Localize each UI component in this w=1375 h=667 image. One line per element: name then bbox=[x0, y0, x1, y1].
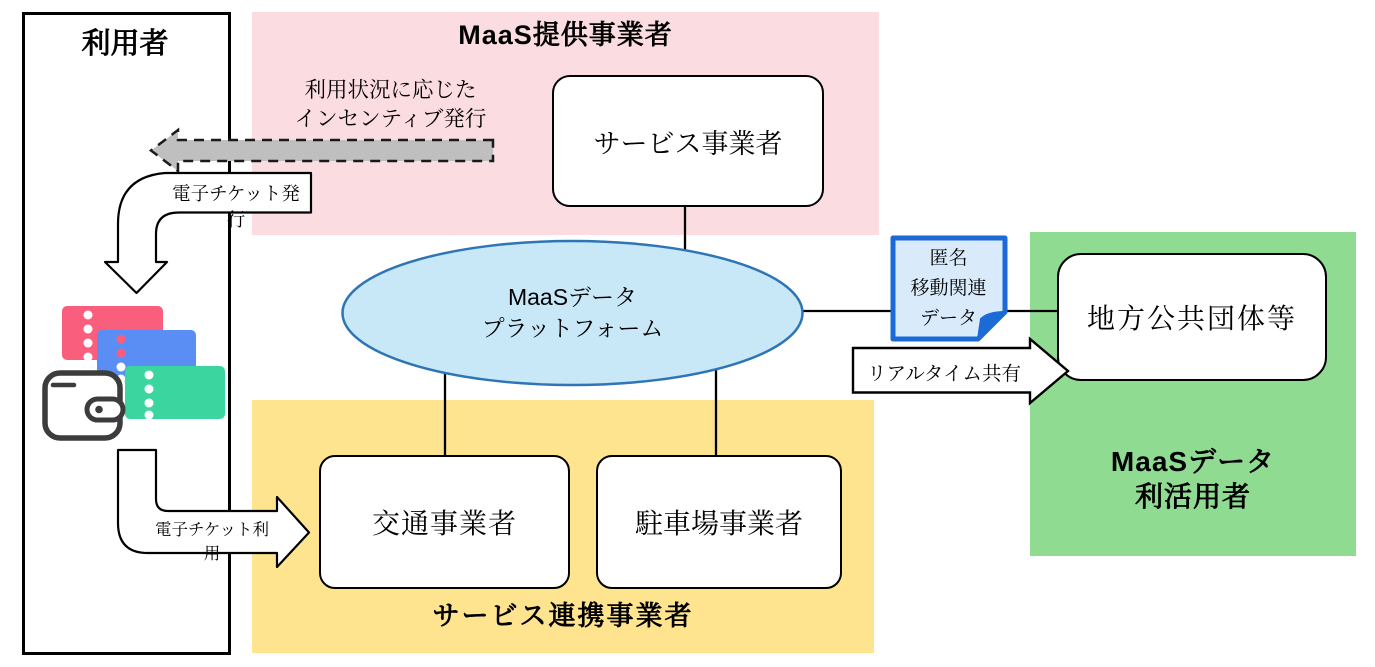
node-parking: 駐車場事業者 bbox=[596, 455, 842, 589]
incentive-dashed-arrow bbox=[151, 130, 493, 171]
user-panel-title: 利用者 bbox=[81, 28, 169, 60]
ticket-use-label: 電子チケット利用 bbox=[154, 521, 269, 563]
node-local-government: 地方公共団体等 bbox=[1057, 253, 1327, 381]
data-user-title-line2: 利活用者 bbox=[1134, 481, 1251, 512]
maas-provider-panel-title: MaaS提供事業者 bbox=[458, 20, 673, 50]
node-transport: 交通事業者 bbox=[319, 455, 570, 589]
node-service-provider: サービス事業者 bbox=[552, 75, 824, 207]
anonymous-data-label bbox=[892, 244, 1005, 334]
data-user-title-line1: MaaSデータ bbox=[1110, 446, 1276, 477]
incentive-note-line1: 利用状況に応じた bbox=[304, 78, 477, 102]
platform-label-line1: MaaSデータ bbox=[507, 284, 638, 310]
ticket-issue-label: 電子チケット発行 bbox=[172, 183, 300, 230]
platform-label-line2: プラットフォーム bbox=[481, 315, 664, 341]
anonymous-data-line1: 匿名 bbox=[929, 248, 968, 269]
anonymous-data-line3: データ bbox=[919, 308, 977, 329]
incentive-note-line2: インセンティブ発行 bbox=[294, 107, 487, 131]
anonymous-data-line2: 移動関連 bbox=[910, 278, 987, 299]
ticket-green-icon bbox=[125, 366, 225, 420]
realtime-share-label: リアルタイム共有 bbox=[866, 363, 1022, 385]
service-partner-panel-title: サービス連携事業者 bbox=[432, 601, 694, 631]
wallet-icon bbox=[45, 373, 123, 438]
